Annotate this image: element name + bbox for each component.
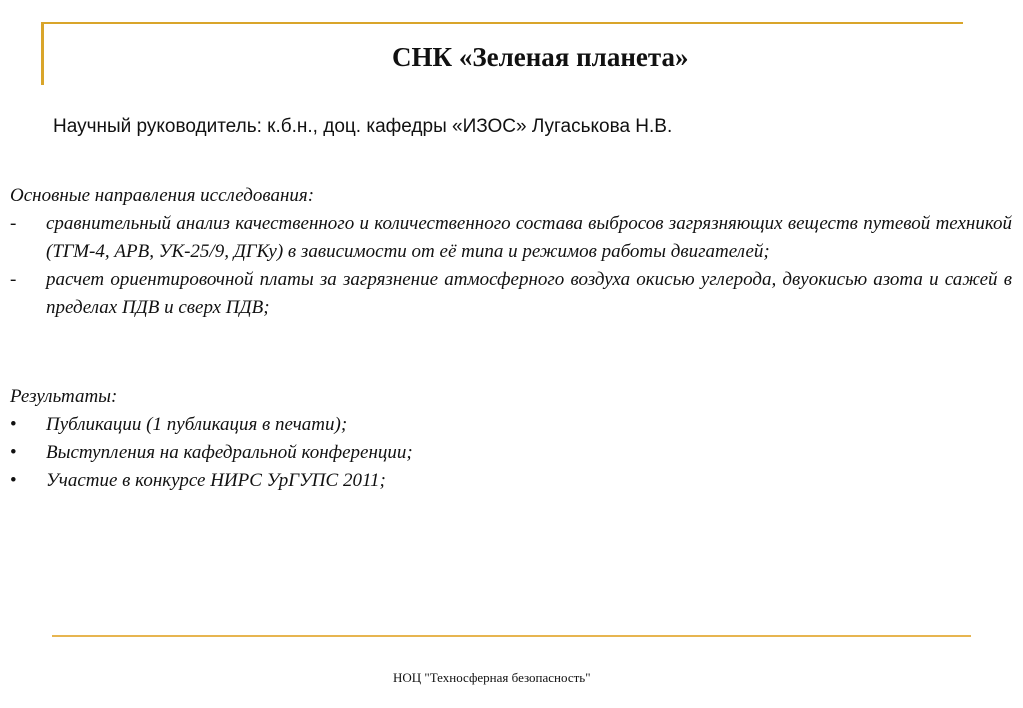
research-item-text: расчет ориентировочной платы за загрязнение атмосферного воздуха окисью углерода, двуокисью азота и сажей в пределах ПДВ и сверх ПДВ; <box>46 269 1012 318</box>
dash-marker: - <box>10 213 17 234</box>
research-list-item <box>10 210 1012 266</box>
bullet-marker: • <box>10 442 17 463</box>
research-list <box>10 210 1012 322</box>
results-list <box>10 411 1012 495</box>
left-accent-rule <box>41 22 44 85</box>
slide-content <box>10 182 1012 495</box>
results-heading: Результаты: <box>10 386 118 407</box>
results-item-text: Выступления на кафедральной конференции; <box>46 442 413 463</box>
results-list-item <box>10 411 1012 439</box>
results-list-item <box>10 467 1012 495</box>
results-item-text: Публикации (1 публикация в печати); <box>46 414 348 435</box>
results-section <box>10 383 1012 495</box>
supervisor-line: Научный руководитель: к.б.н., доц. кафедры «ИЗОС» Лугаськова Н.В. <box>53 116 673 137</box>
results-item-text: Участие в конкурсе НИРС УрГУПС 2011; <box>46 470 386 491</box>
footer-text: НОЦ "Техносферная безопасность" <box>393 670 591 685</box>
research-heading: Основные направления исследования: <box>10 185 315 206</box>
top-accent-rule <box>43 22 963 24</box>
slide-title: СНК «Зеленая планета» <box>392 42 689 72</box>
research-section <box>10 182 1012 322</box>
results-list-item <box>10 439 1012 467</box>
dash-marker: - <box>10 269 17 290</box>
bottom-accent-rule <box>52 635 971 637</box>
bullet-marker: • <box>10 414 17 435</box>
bullet-marker: • <box>10 470 17 491</box>
research-item-text: сравнительный анализ качественного и количественного состава выбросов загрязняющих веществ путевой техникой (ТГМ-4, АРВ, УК-25/9, ДГКу) в зависимости от её типа и режимов работы двигателей; <box>46 213 1012 262</box>
research-list-item <box>10 266 1012 322</box>
